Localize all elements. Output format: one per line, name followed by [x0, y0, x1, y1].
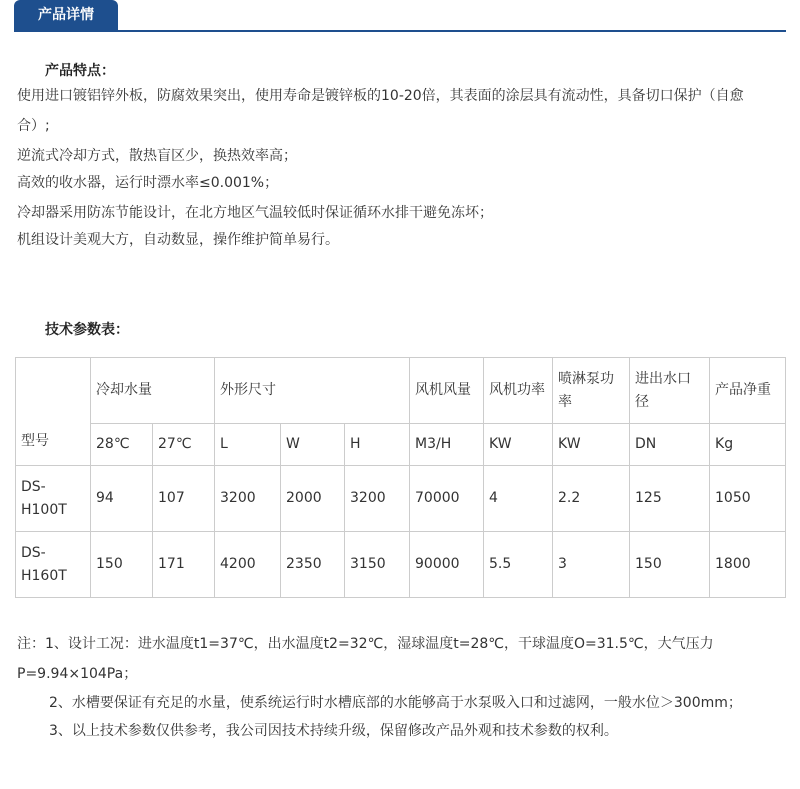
table-cell: 3: [553, 532, 630, 598]
table-subheader: Kg: [710, 424, 786, 466]
note-line: 2、水槽要保证有充足的水量，使系统运行时水槽底部的水能够高于水泵吸入口和过滤网，一般水位＞300mm；: [49, 695, 742, 711]
table-cell: 2350: [281, 532, 345, 598]
table-cell-model: [16, 532, 91, 598]
feature-line: 冷却器采用防冻节能设计，在北方地区气温较低时保证循环水排干避免冻坏；: [17, 205, 493, 221]
table-subheader: KW: [553, 424, 630, 466]
table-cell: 90000: [410, 532, 484, 598]
specs-heading: 技术参数表：: [45, 322, 129, 338]
table-cell: 94: [91, 466, 153, 532]
product-details-tab[interactable]: 产品详情: [14, 0, 118, 30]
table-header-dimensions: 外形尺寸: [215, 358, 410, 424]
table-cell: 4200: [215, 532, 281, 598]
table-header-fan-power: 风机功率: [484, 358, 553, 424]
section-tab-bar: [14, 0, 786, 32]
table-subheader: KW: [484, 424, 553, 466]
table-subheader: 28℃: [91, 424, 153, 466]
table-header-weight: 产品净重: [710, 358, 786, 424]
note-line: 3、以上技术参数仅供参考，我公司因技术持续升级，保留修改产品外观和技术参数的权利。: [49, 723, 618, 739]
table-cell: 5.5: [484, 532, 553, 598]
table-cell: 3200: [345, 466, 410, 532]
table-cell: 4: [484, 466, 553, 532]
table-cell: 3200: [215, 466, 281, 532]
table-cell: 1050: [710, 466, 786, 532]
table-cell: 171: [153, 532, 215, 598]
table-header-line: 率: [558, 393, 573, 410]
table-header-cooling: 冷却水量: [91, 358, 215, 424]
table-subheader: H: [345, 424, 410, 466]
table-subheader: W: [281, 424, 345, 466]
note-line: 注：1、设计工况：进水温度t1=37℃，出水温度t2=32℃，湿球温度t=28℃，干球温度O=31.5℃，大气压力: [17, 636, 714, 652]
table-subheader: 27℃: [153, 424, 215, 466]
model-line: DS-: [21, 478, 46, 495]
model-line: H160T: [21, 567, 67, 584]
table-header-line: 进出水口: [635, 370, 692, 387]
table-cell: 107: [153, 466, 215, 532]
table-cell: 3150: [345, 532, 410, 598]
table-header-fan-air: 风机风量: [410, 358, 484, 424]
table-row: [16, 532, 786, 598]
table-header-row: [16, 358, 786, 424]
table-row: [16, 466, 786, 532]
table-cell: 1800: [710, 532, 786, 598]
feature-line: 使用进口镀铝锌外板，防腐效果突出，使用寿命是镀锌板的10-20倍，其表面的涂层具有流动性，具备切口保护（自愈: [17, 88, 744, 104]
table-subheader: L: [215, 424, 281, 466]
spec-table: [15, 357, 786, 598]
table-cell: 125: [630, 466, 710, 532]
note-line: P=9.94×104Pa；: [17, 666, 138, 682]
table-header-line: 径: [635, 393, 650, 410]
feature-line: 机组设计美观大方，自动数显，操作维护简单易行。: [17, 232, 339, 248]
model-line: H100T: [21, 501, 67, 518]
table-cell: 2.2: [553, 466, 630, 532]
table-header-port: [630, 358, 710, 424]
table-subheader: DN: [630, 424, 710, 466]
feature-line: 合）;: [17, 118, 50, 134]
table-subheader-row: [16, 424, 786, 466]
table-cell: 70000: [410, 466, 484, 532]
table-cell: 2000: [281, 466, 345, 532]
table-cell: 150: [91, 532, 153, 598]
features-heading: 产品特点：: [45, 63, 115, 79]
feature-line: 高效的收水器，运行时漂水率≤0.001%；: [17, 175, 279, 191]
table-header-line: 喷淋泵功: [558, 370, 615, 387]
table-header-pump-power: [553, 358, 630, 424]
feature-line: 逆流式冷却方式，散热盲区少，换热效率高；: [17, 148, 297, 164]
table-header-model: 型号: [16, 358, 91, 466]
table-cell-model: [16, 466, 91, 532]
table-cell: 150: [630, 532, 710, 598]
model-line: DS-: [21, 544, 46, 561]
table-subheader: M3/H: [410, 424, 484, 466]
